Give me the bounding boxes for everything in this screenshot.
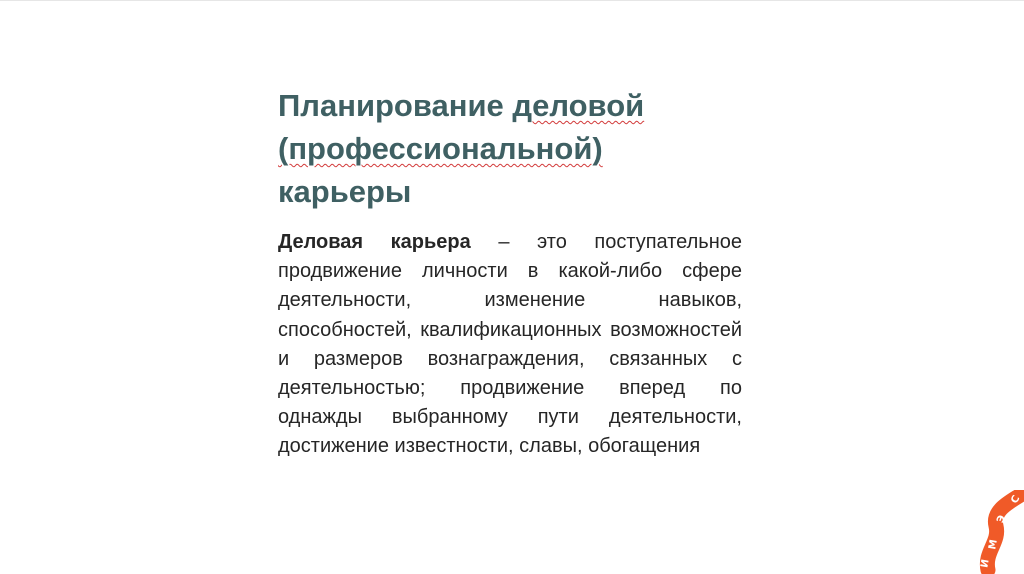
- title-line-1: [278, 84, 738, 127]
- title-word-2: деловой: [512, 88, 645, 123]
- slide-title: [278, 84, 738, 213]
- title-line-2: (профессиональной): [278, 131, 603, 166]
- imes-logo: [962, 490, 1024, 574]
- slide-border: [0, 0, 1024, 1]
- definition-text: – это поступательное продвижение личности в какой-либо сфере деятельности, изменение навыков, способностей, квалификационных возможностей и размеров вознаграждения, связанных с деятельностью; продвижение вперед по однажды выбранному пути деятельности, достижение известности, славы, обогащения: [278, 231, 742, 458]
- svg-text:С: С: [1009, 493, 1023, 506]
- title-line-3: карьеры: [278, 174, 412, 209]
- svg-text:И: И: [979, 558, 992, 569]
- svg-text:Э: Э: [995, 513, 1009, 525]
- svg-text:М: М: [987, 538, 1000, 551]
- title-word-1: Планирование: [278, 88, 504, 123]
- definition-paragraph: [278, 228, 742, 462]
- definition-term: Деловая карьера: [278, 231, 471, 253]
